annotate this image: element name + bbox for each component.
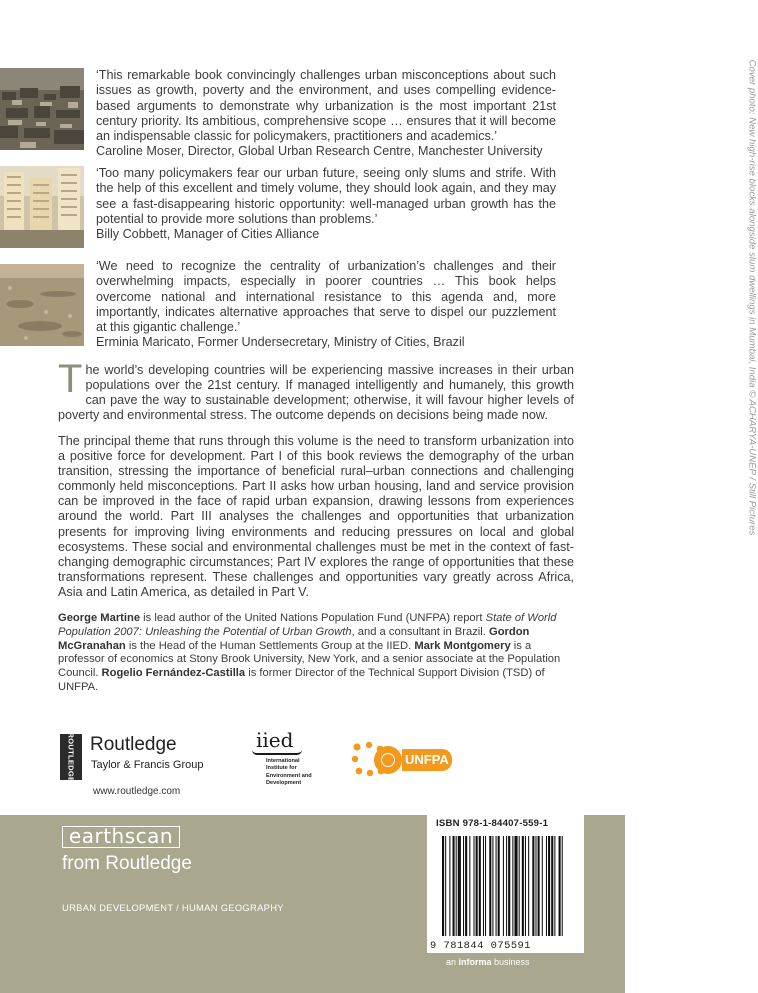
routledge-logo [60,734,220,806]
bio-text: is a professor of economics at Stony Brook University, New York, and a senior associate at the Population Council. [58,639,561,680]
publisher-footer [0,815,625,993]
intro-text: he world’s developing countries will be experiencing massive increases in their urban populations over the 21st century. If managed intelligently and humanely, this growth can pave the way to sustainable development; otherwise, it will favour higher levels of poverty and environmental stress. The outcome depends on decisions being made now. [58,363,574,423]
globe-icon [381,753,395,767]
theme-paragraph: The principal theme that runs through this volume is the need to transform urbanization into a positive force for development. Part I of this book reviews the demography of the urban transition, stressing the importance of beneficial rural–urban connections and challenging commonly held misconceptions. Part II asks how urban housing, land and service provision can be improved in the face of rapid urban expansion, drawing lessons from experiences around the world. Part III analyses the challenges and opportunities that urbanization presents for improving living environments and reducing pressures on local and global ecosystems. These social and environmental challenges must be met in the context of fast-changing demographic circumstances; Part IV explores the range of opportunities that these transformations represent. These challenges and opportunities vary greatly across Africa, Asia and Latin America, as detailed in Part V. [58,434,574,599]
informa-prefix: an [446,957,459,967]
bio-text: is the Head of the Human Settlements Group at the IIED. [125,639,415,652]
routledge-group: Taylor & Francis Group [91,759,204,771]
quote-text: ‘Too many policymakers fear our urban future, seeing only slums and strife. With the help of this excellent and timely volume, they should look again, and they may see a fast-disappearing historic opportunity: well-managed urban growth has the potential to provide more solutions than problems.’ [96,166,556,226]
review-quote-2 [96,166,556,242]
intro-paragraph [58,357,574,423]
review-quote-3 [96,259,556,351]
author-name: Rogelio Fernández-Castilla [101,667,246,680]
quote-attribution: Caroline Moser, Director, Global Urban Research Centre, Manchester University [96,144,543,159]
iied-line: Environment and [266,772,312,779]
iied-line: Institute for [266,765,297,772]
unfpa-wordmark: UNFPA [402,749,452,771]
iied-underline [252,750,302,755]
barcode-panel [427,815,584,953]
routledge-side-text: ROUTLEDGE [66,732,76,783]
publisher-logos [0,720,625,810]
subject-category: URBAN DEVELOPMENT / HUMAN GEOGRAPHY [62,902,284,913]
author-name: Gordon McGranahan [58,625,530,652]
slum-photo [0,68,84,150]
routledge-emblem [60,732,82,783]
review-quote-1 [96,68,556,160]
unfpa-logo [352,742,452,782]
quote-attribution: Erminia Maricato, Former Undersecretary, Ministry of Cities, Brazil [96,335,465,350]
quote-text: ‘We need to recognize the centrality of urbanization’s challenges and their overwhelming impacts, especially in poorer countries … This book helps overcome national and international resistance to this agenda and, more importantly, indicates alternative approaches that serve to dispel our puzzlement at this gigantic challenge.’ [96,259,556,335]
iied-logo [252,728,312,808]
quote-attribution: Billy Cobbett, Manager of Cities Alliance [96,227,320,242]
report-title: State of World Population 2007: Unleashing the Potential of Urban Growth [58,612,557,638]
isbn-label: ISBN 978-1-84407-559-1 [436,818,549,829]
informa-suffix: business [491,957,530,967]
iied-wordmark: iied [256,728,294,752]
author-name: George Martine [58,612,141,624]
cover-photo-credit: Cover photo: New high-rise blocks alongside slum dwellings in Mumbai, India © ACHARYA-UNEP / Still Pictures [746,59,758,536]
bio-text: , and a consultant in Brazil. [351,625,489,638]
bio-text: is former Director of the Technical Support Division (TSD) of UNFPA. [58,667,545,693]
from-routledge-text: from Routledge [62,853,192,874]
barcode-image [432,832,582,938]
quote-text: ‘This remarkable book convincingly challenges urban misconceptions about such issues as growth, poverty and the environment, and uses compelling evidence-based arguments to demonstrate why urbanization is the most important 21st century priority. Its ambitious, comprehensive scope … ensures that it will become an indispensable classic for policymakers, practitioners and academics.’ [96,68,556,144]
routledge-url: www.routledge.com [93,786,181,797]
informa-business [446,957,530,967]
bio-text: is lead author of the United Nations Population Fund (UNFPA) report [140,612,486,624]
barcode-digits: 9 781844 075591 [430,940,532,952]
high-rise-photo [0,166,84,248]
iied-line: International [266,758,300,764]
drop-cap: T [58,357,83,401]
unfpa-badge [374,746,402,774]
author-bios [58,612,574,695]
earthscan-logo: earthscan [62,826,180,848]
informa-brand: informa [458,957,492,967]
iied-line: Development [266,780,302,787]
author-name: Mark Montgomery [414,639,511,652]
dry-land-photo [0,264,84,346]
routledge-wordmark: Routledge [90,734,177,755]
